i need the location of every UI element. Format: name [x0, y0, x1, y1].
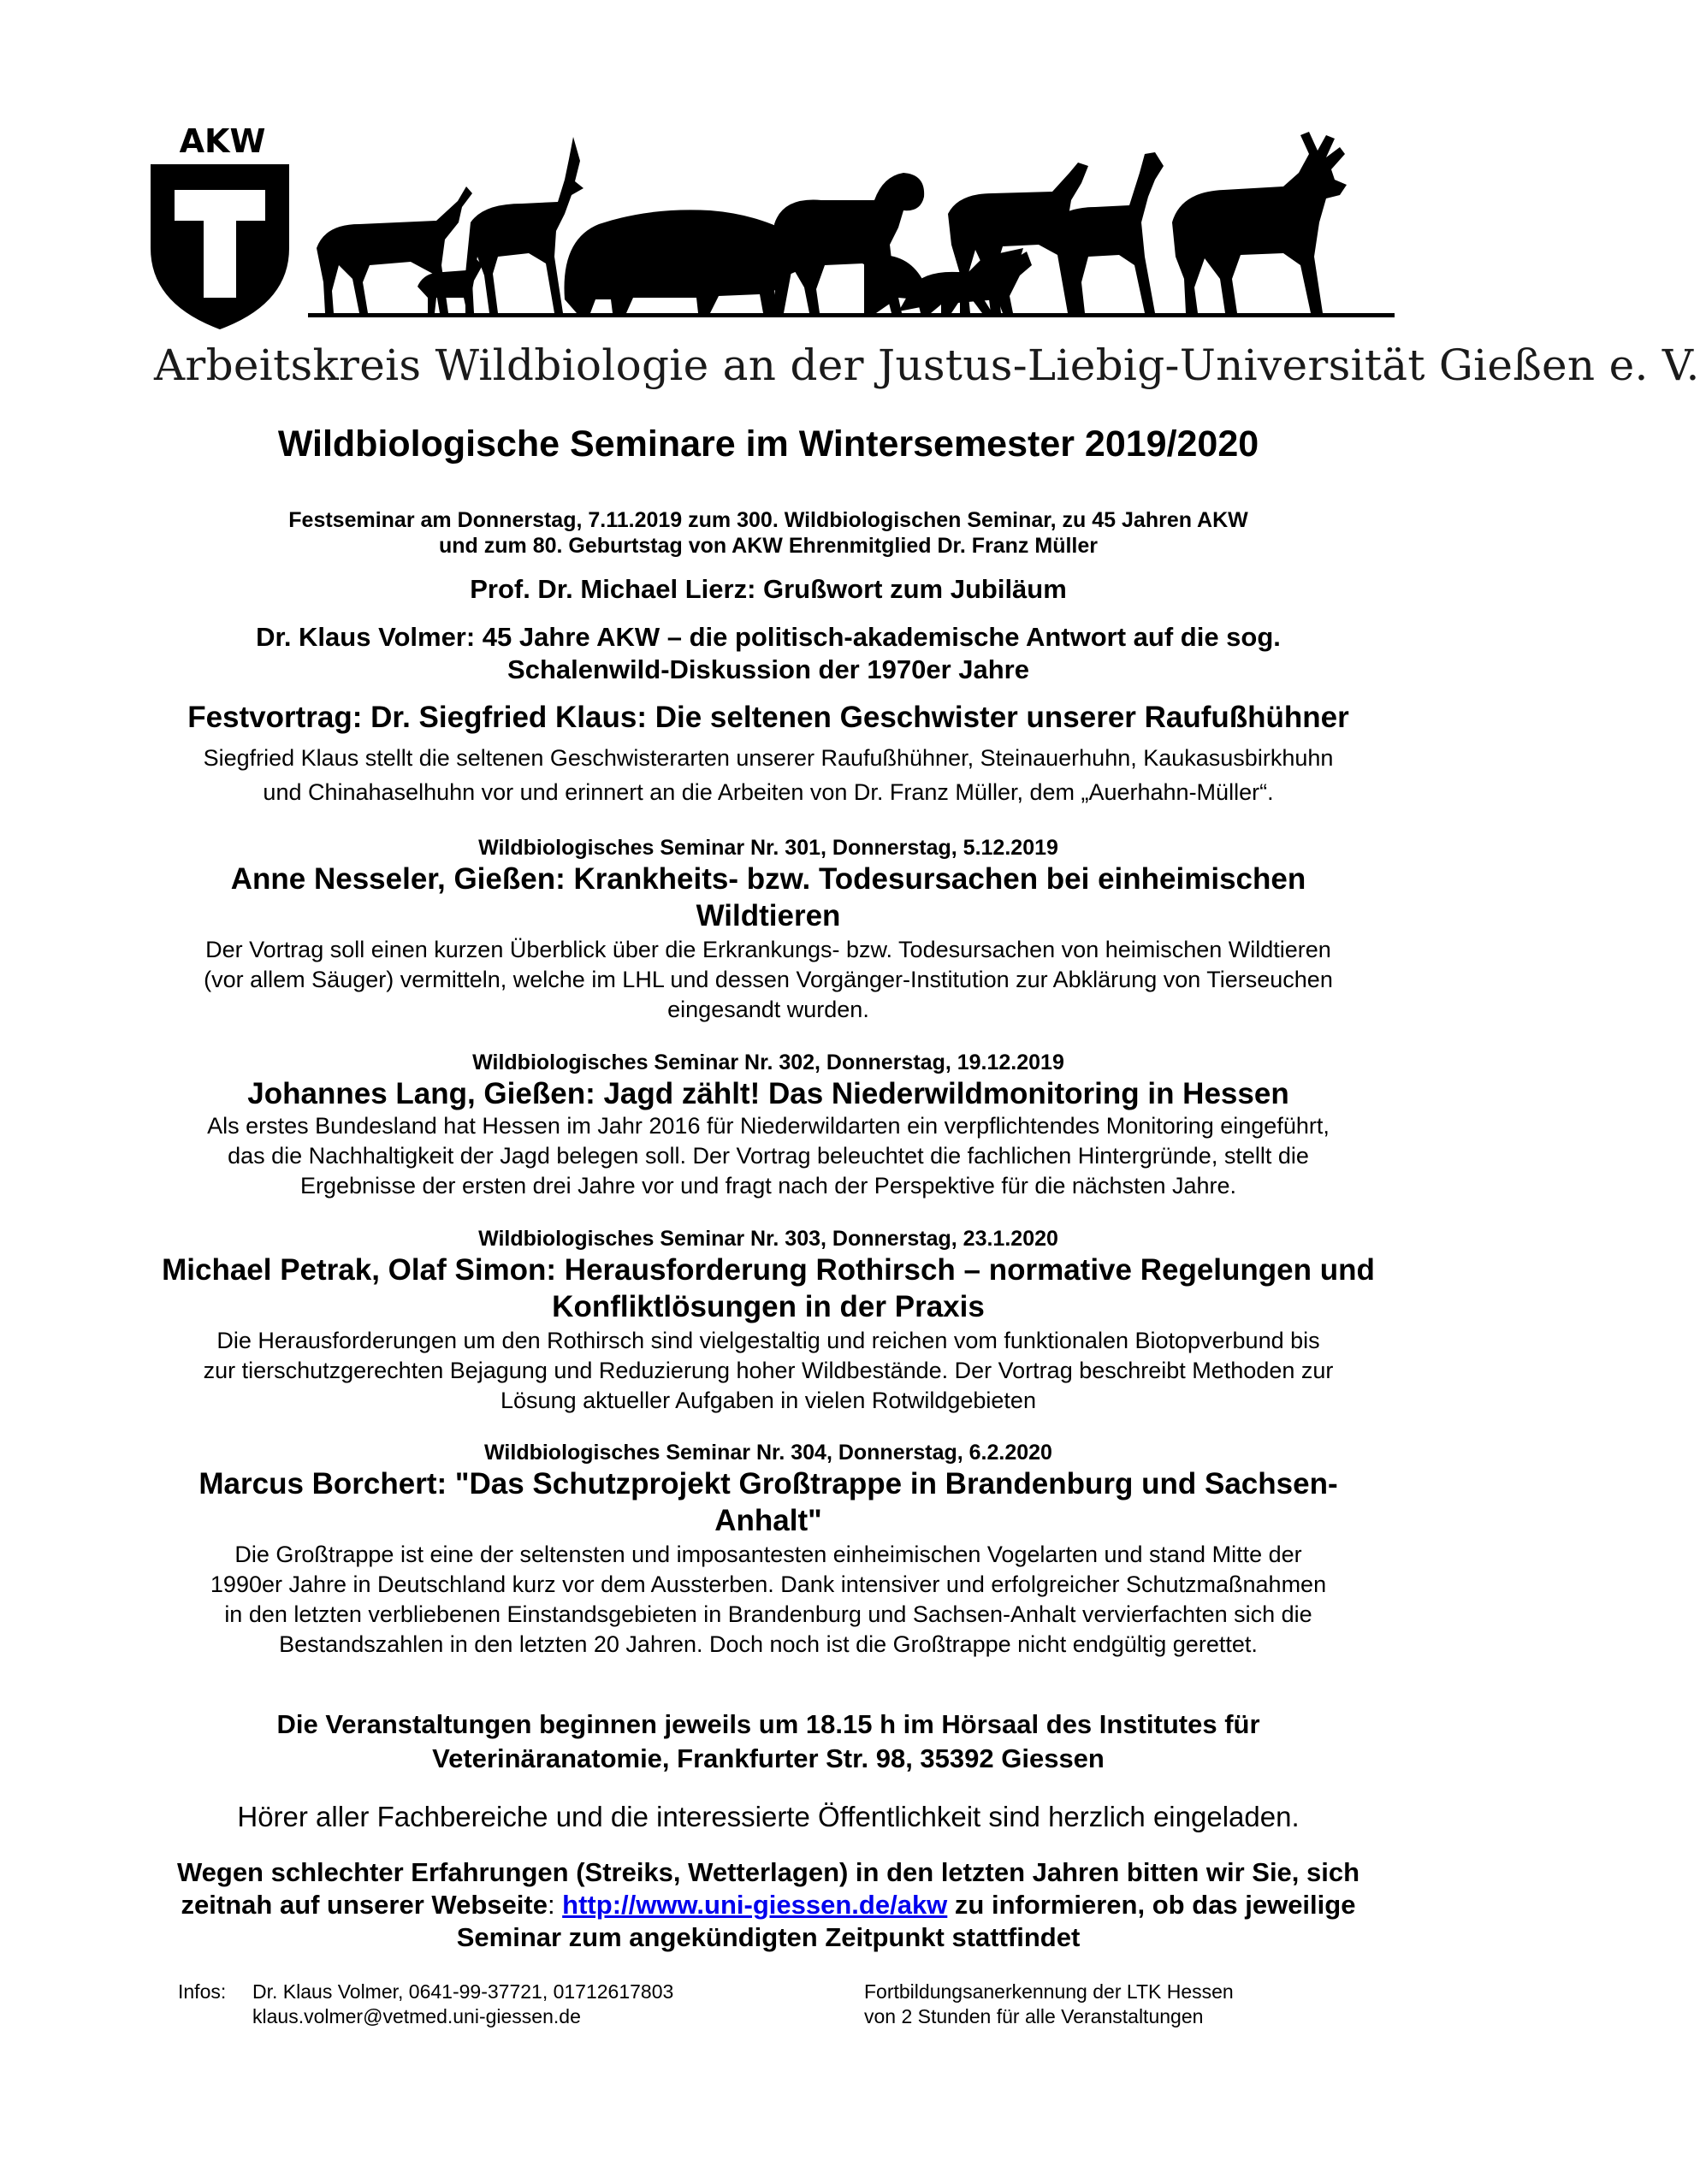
page-title: Wildbiologische Seminare im Wintersemester 2019/2020 — [277, 423, 1259, 465]
seminar-302-title-line1: Johannes Lang, Gießen: Jagd zählt! Das Niederwildmonitoring in Hessen — [247, 1077, 1289, 1110]
ground-line — [308, 313, 1395, 317]
seminar-302-desc-line1: Als erstes Bundesland hat Hessen im Jahr 2016 für Niederwildarten ein verpflichtendes Monitoring eingeführt, — [207, 1113, 1330, 1139]
seminar-304-header: Wildbiologisches Seminar Nr. 304, Donnerstag, 6.2.2020 — [484, 1441, 1052, 1465]
seminar-304-title-line2: Anhalt" — [714, 1504, 822, 1537]
logo-text: AKW — [179, 122, 266, 160]
festseminar-keynote-title: Festvortrag: Dr. Siegfried Klaus: Die seltenen Geschwister unserer Raufußhühner — [187, 701, 1349, 734]
seminar-303-desc-line1: Die Herausforderungen um den Rothirsch sind vielgestaltig und reichen vom funktionalen Biotopverbund bis — [216, 1328, 1320, 1353]
seminar-302-desc-line3: Ergebnisse der ersten drei Jahre vor und fragt nach der Perspektive für die nächsten Jahre. — [299, 1173, 1237, 1199]
notice-colon: : — [547, 1890, 563, 1920]
seminar-304-desc-line3: in den letzten verbliebenen Einstandsgebieten in Brandenburg und Sachsen-Anhalt vervierfachten sich die — [224, 1601, 1312, 1627]
festseminar-keynote-desc-line1: Siegfried Klaus stellt die seltenen Geschwisterarten unserer Raufußhühner, Steinauerhuhn, Kaukasusbirkhuhn — [203, 745, 1334, 771]
venue-line2: Veterinäranatomie, Frankfurter Str. 98, 35392 Giessen — [432, 1743, 1105, 1773]
seminar-301-title-line2: Wildtieren — [696, 899, 841, 932]
notice-line2-post: zu informieren, ob das jeweilige — [947, 1890, 1356, 1920]
notice-line1: Wegen schlechter Erfahrungen (Streiks, Wetterlagen) in den letzten Jahren bitten wir Sie, sich — [176, 1857, 1360, 1887]
seminar-303-title-line1: Michael Petrak, Olaf Simon: Herausforderung Rothirsch – normative Regelungen und — [162, 1253, 1375, 1287]
notice-line2 — [0, 1889, 1537, 1921]
seminar-301-desc-line3: eingesandt wurden. — [667, 997, 869, 1022]
footer-credit-line2: von 2 Stunden für alle Veranstaltungen — [864, 2005, 1204, 2027]
footer-contact-email: klaus.volmer@vetmed.uni-giessen.de — [252, 2005, 581, 2027]
festseminar-talk-lierz: Prof. Dr. Michael Lierz: Grußwort zum Jubiläum — [470, 574, 1067, 604]
festseminar-intro-line2: und zum 80. Geburtstag von AKW Ehrenmitglied Dr. Franz Müller — [439, 534, 1098, 558]
festseminar-keynote-desc-line2: und Chinahaselhuhn vor und erinnert an die Arbeiten von Dr. Franz Müller, dem „Auerhahn-Müller“. — [263, 779, 1274, 805]
website-link[interactable]: http://www.uni-giessen.de/akw — [562, 1890, 948, 1920]
notice-line2-pre: zeitnah auf unserer Webseite — [181, 1890, 548, 1920]
seminar-304-desc-line4: Bestandszahlen in den letzten 20 Jahren. Doch noch ist die Großtrappe nicht endgültig gerettet. — [279, 1631, 1258, 1657]
seminar-304-desc-line2: 1990er Jahre in Deutschland kurz vor dem Aussterben. Dank intensiver und erfolgreicher Schutzmaßnahmen — [210, 1571, 1327, 1597]
footer-infos-label: Infos: — [178, 1980, 227, 2003]
seminar-304-desc-line1: Die Großtrappe ist eine der seltensten und imposantesten einheimischen Vogelarten und stand Mitte der — [234, 1542, 1302, 1567]
notice-line3: Seminar zum angekündigten Zeitpunkt stattfindet — [456, 1922, 1081, 1952]
seminar-303-desc-line3: Lösung aktueller Aufgaben in vielen Rotwildgebieten — [501, 1388, 1036, 1413]
organization-name: Arbeitskreis Wildbiologie an der Justus-Liebig-Universität Gießen e. V. — [154, 340, 1700, 390]
footer-credit-line1: Fortbildungsanerkennung der LTK Hessen — [864, 1980, 1234, 2003]
seminar-302-header: Wildbiologisches Seminar Nr. 302, Donnerstag, 19.12.2019 — [472, 1051, 1064, 1074]
seminar-301-header: Wildbiologisches Seminar Nr. 301, Donnerstag, 5.12.2019 — [478, 836, 1058, 860]
seminar-302-desc-line2: das die Nachhaltigkeit der Jagd belegen soll. Der Vortrag beleuchtet die fachlichen Hintergründe, stellt die — [228, 1143, 1309, 1169]
venue-line1: Die Veranstaltungen beginnen jeweils um 18.15 h im Hörsaal des Institutes für — [276, 1709, 1260, 1739]
footer-contact-line1: Dr. Klaus Volmer, 0641-99-37721, 01712617803 — [252, 1980, 674, 2003]
seminar-303-title-line2: Konfliktlösungen in der Praxis — [552, 1290, 985, 1323]
animal-silhouettes — [308, 128, 1403, 325]
festseminar-intro-line1: Festseminar am Donnerstag, 7.11.2019 zum 300. Wildbiologischen Seminar, zu 45 Jahren AKW — [288, 508, 1248, 532]
festseminar-talk-volmer-line1: Dr. Klaus Volmer: 45 Jahre AKW – die politisch-akademische Antwort auf die sog. — [256, 622, 1281, 652]
seminar-301-desc-line2: (vor allem Säuger) vermitteln, welche im LHL und dessen Vorgänger-Institution zur Abklärung von Tierseuchen — [204, 967, 1333, 992]
festseminar-talk-volmer-line2: Schalenwild-Diskussion der 1970er Jahre — [507, 654, 1029, 684]
akw-logo — [145, 120, 299, 334]
seminar-304-title-line1: Marcus Borchert: "Das Schutzprojekt Großtrappe in Brandenburg und Sachsen- — [198, 1467, 1338, 1500]
seminar-303-header: Wildbiologisches Seminar Nr. 303, Donnerstag, 23.1.2020 — [478, 1227, 1058, 1251]
seminar-303-desc-line2: zur tierschutzgerechten Bejagung und Reduzierung hoher Wildbestände. Der Vortrag beschreibt Methoden zur — [203, 1358, 1334, 1383]
seminar-301-title-line1: Anne Nesseler, Gießen: Krankheits- bzw. Todesursachen bei einheimischen — [230, 862, 1306, 896]
invitation-text: Hörer aller Fachbereiche und die interessierte Öffentlichkeit sind herzlich eingeladen. — [237, 1801, 1300, 1832]
seminar-301-desc-line1: Der Vortrag soll einen kurzen Überblick über die Erkrankungs- bzw. Todesursachen von heimischen Wildtieren — [205, 937, 1331, 962]
